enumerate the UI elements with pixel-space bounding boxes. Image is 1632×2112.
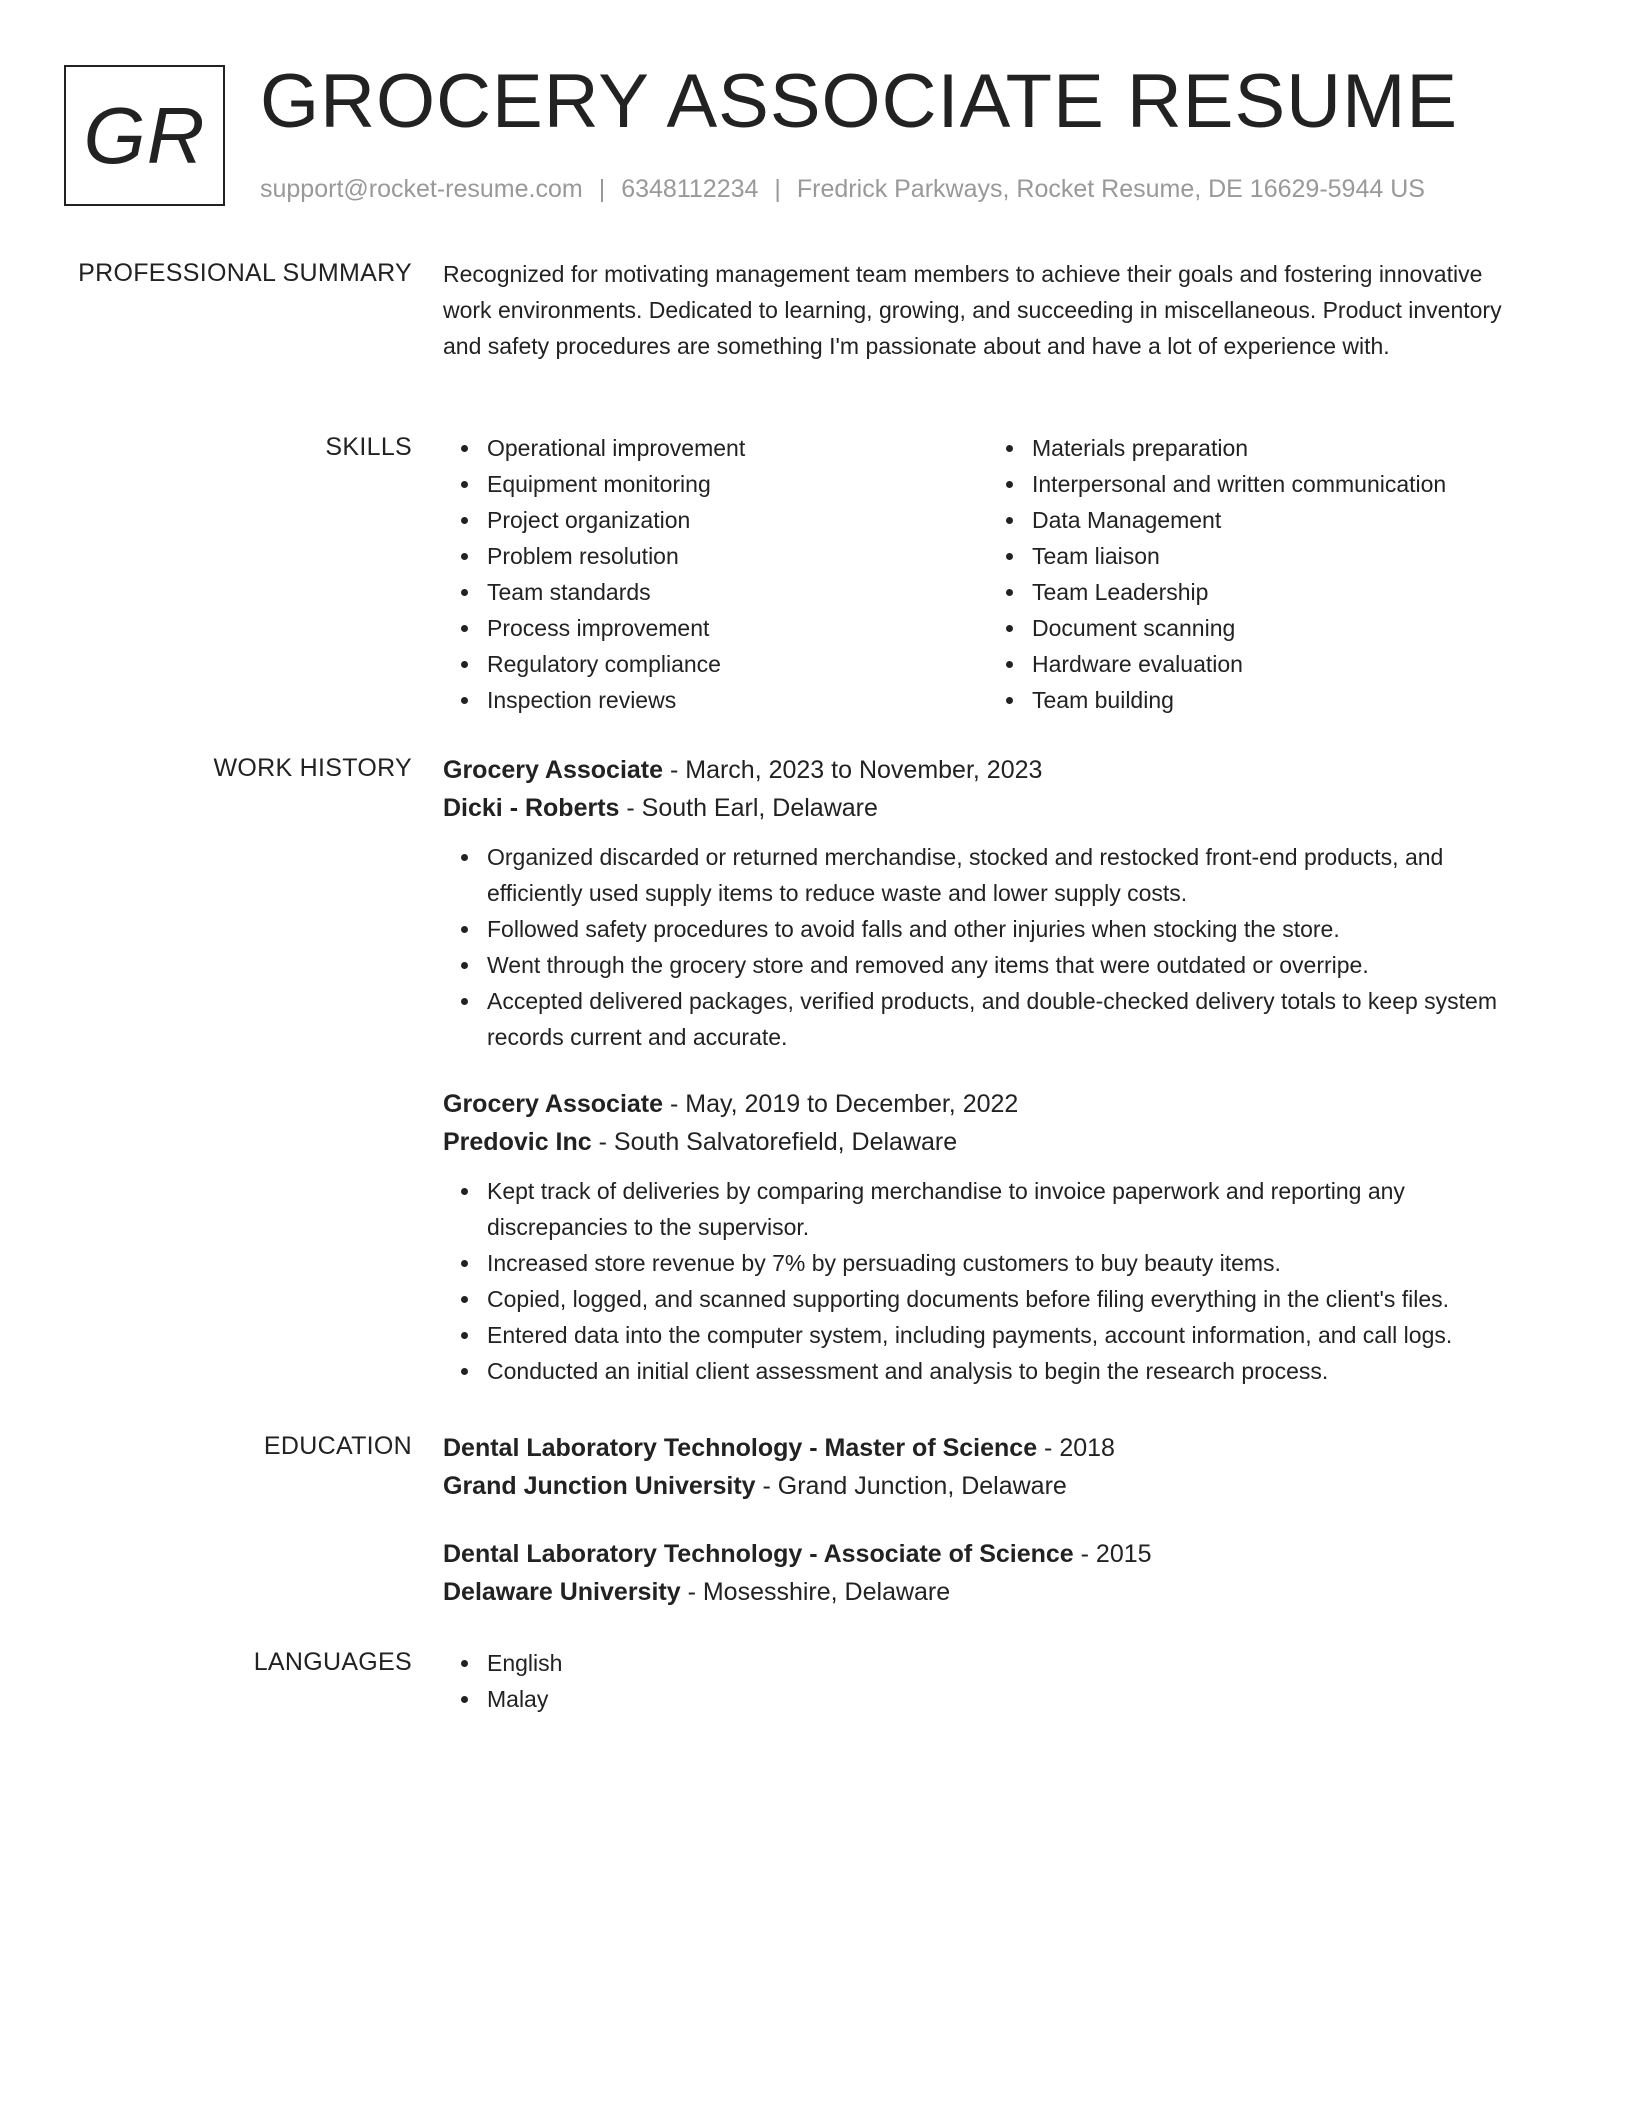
skills-list-right xyxy=(988,430,1533,718)
work-history-body xyxy=(443,751,1543,1419)
languages-list xyxy=(443,1645,1543,1717)
job-duties xyxy=(443,839,1543,1055)
job-duty-item: Went through the grocery store and removed any items that were outdated or overripe. xyxy=(487,947,1543,983)
education-location: - Mosesshire, Delaware xyxy=(680,1578,951,1606)
job-location: - South Earl, Delaware xyxy=(619,794,878,822)
summary-text: Recognized for motivating management team members to achieve their goals and fostering innovative work environments. Dedicated to learning, growing, and succeeding in miscellaneous. Product inventory and safety procedures are something I'm passionate about and have a lot of experience with. xyxy=(443,261,1502,359)
job-location: - South Salvatorefield, Delaware xyxy=(591,1128,958,1156)
skill-item: Problem resolution xyxy=(487,538,988,574)
skill-item: Interpersonal and written communication xyxy=(1032,466,1533,502)
summary-heading: PROFESSIONAL SUMMARY xyxy=(78,259,412,287)
job-title-line xyxy=(443,1085,1543,1123)
job-company: Dicki - Roberts xyxy=(443,794,620,822)
job-entry xyxy=(443,1085,1543,1389)
job-duty-item: Accepted delivered packages, verified products, and double-checked delivery totals to keep system records current and accurate. xyxy=(487,983,1543,1055)
skills-columns xyxy=(443,430,1543,718)
contact-email[interactable]: support@rocket-resume.com xyxy=(260,175,583,203)
skill-item: Hardware evaluation xyxy=(1032,646,1533,682)
education-degree: Dental Laboratory Technology - Associate of Science xyxy=(443,1540,1074,1568)
job-dates: - May, 2019 to December, 2022 xyxy=(663,1090,1019,1118)
education-school: Delaware University xyxy=(443,1578,681,1606)
job-company: Predovic Inc xyxy=(443,1128,592,1156)
skill-item: Regulatory compliance xyxy=(487,646,988,682)
resume-title: GROCERY ASSOCIATE RESUME xyxy=(260,59,1459,144)
skills-list-left xyxy=(443,430,988,718)
contact-separator: | xyxy=(598,175,606,203)
skill-item: Project organization xyxy=(487,502,988,538)
skill-item: Process improvement xyxy=(487,610,988,646)
job-dates: - March, 2023 to November, 2023 xyxy=(663,756,1043,784)
education-body xyxy=(443,1429,1543,1641)
job-title-line xyxy=(443,751,1543,789)
work-history-heading: WORK HISTORY xyxy=(213,754,412,782)
job-duty-item: Increased store revenue by 7% by persuading customers to buy beauty items. xyxy=(487,1245,1543,1281)
job-duty-item: Copied, logged, and scanned supporting documents before filing everything in the client's files. xyxy=(487,1281,1543,1317)
skills-heading: SKILLS xyxy=(325,433,412,461)
job-duties xyxy=(443,1173,1543,1389)
skill-item: Operational improvement xyxy=(487,430,988,466)
education-school-line xyxy=(443,1573,1543,1611)
monogram-initials: GR xyxy=(83,90,206,180)
education-year: - 2015 xyxy=(1073,1540,1152,1568)
job-title: Grocery Associate xyxy=(443,756,664,784)
education-degree: Dental Laboratory Technology - Master of Science xyxy=(443,1434,1038,1462)
skill-item: Document scanning xyxy=(1032,610,1533,646)
skill-item: Data Management xyxy=(1032,502,1533,538)
education-entry xyxy=(443,1429,1543,1505)
skills-column-left xyxy=(443,430,988,718)
education-degree-line xyxy=(443,1535,1543,1573)
skill-item: Team building xyxy=(1032,682,1533,718)
skill-item: Materials preparation xyxy=(1032,430,1533,466)
education-entry xyxy=(443,1535,1543,1611)
job-duty-item: Followed safety procedures to avoid falls and other injuries when stocking the store. xyxy=(487,911,1543,947)
job-entry xyxy=(443,751,1543,1055)
language-item: Malay xyxy=(487,1681,1543,1717)
job-duty-item: Organized discarded or returned merchandise, stocked and restocked front-end products, and efficiently used supply items to reduce waste and lower supply costs. xyxy=(487,839,1543,911)
contact-separator: | xyxy=(774,175,781,203)
skill-item: Team Leadership xyxy=(1032,574,1533,610)
job-duty-item: Conducted an initial client assessment and analysis to begin the research process. xyxy=(487,1353,1543,1389)
job-duty-item: Kept track of deliveries by comparing merchandise to invoice paperwork and reporting any discrepancies to the supervisor. xyxy=(487,1173,1543,1245)
skill-item: Equipment monitoring xyxy=(487,466,988,502)
education-year: - 2018 xyxy=(1037,1434,1115,1462)
languages-heading: LANGUAGES xyxy=(253,1648,412,1676)
skill-item: Inspection reviews xyxy=(487,682,988,718)
education-location: - Grand Junction, Delaware xyxy=(755,1472,1067,1500)
contact-address: Fredrick Parkways, Rocket Resume, DE 16629-5944 US xyxy=(796,175,1425,203)
education-degree-line xyxy=(443,1429,1543,1467)
language-item: English xyxy=(487,1645,1543,1681)
skill-item: Team standards xyxy=(487,574,988,610)
monogram-box xyxy=(64,65,225,206)
education-school-line xyxy=(443,1467,1543,1505)
education-school: Grand Junction University xyxy=(443,1472,756,1500)
education-heading: EDUCATION xyxy=(263,1432,412,1460)
job-title: Grocery Associate xyxy=(443,1090,664,1118)
contact-line xyxy=(260,172,1425,206)
job-company-line xyxy=(443,1123,1543,1161)
contact-phone[interactable]: 6348112234 xyxy=(621,175,759,203)
job-duty-item: Entered data into the computer system, including payments, account information, and call logs. xyxy=(487,1317,1543,1353)
skill-item: Team liaison xyxy=(1032,538,1533,574)
skills-column-right xyxy=(988,430,1533,718)
languages-body xyxy=(443,1645,1543,1717)
job-company-line xyxy=(443,789,1543,827)
summary-body xyxy=(443,256,1523,364)
